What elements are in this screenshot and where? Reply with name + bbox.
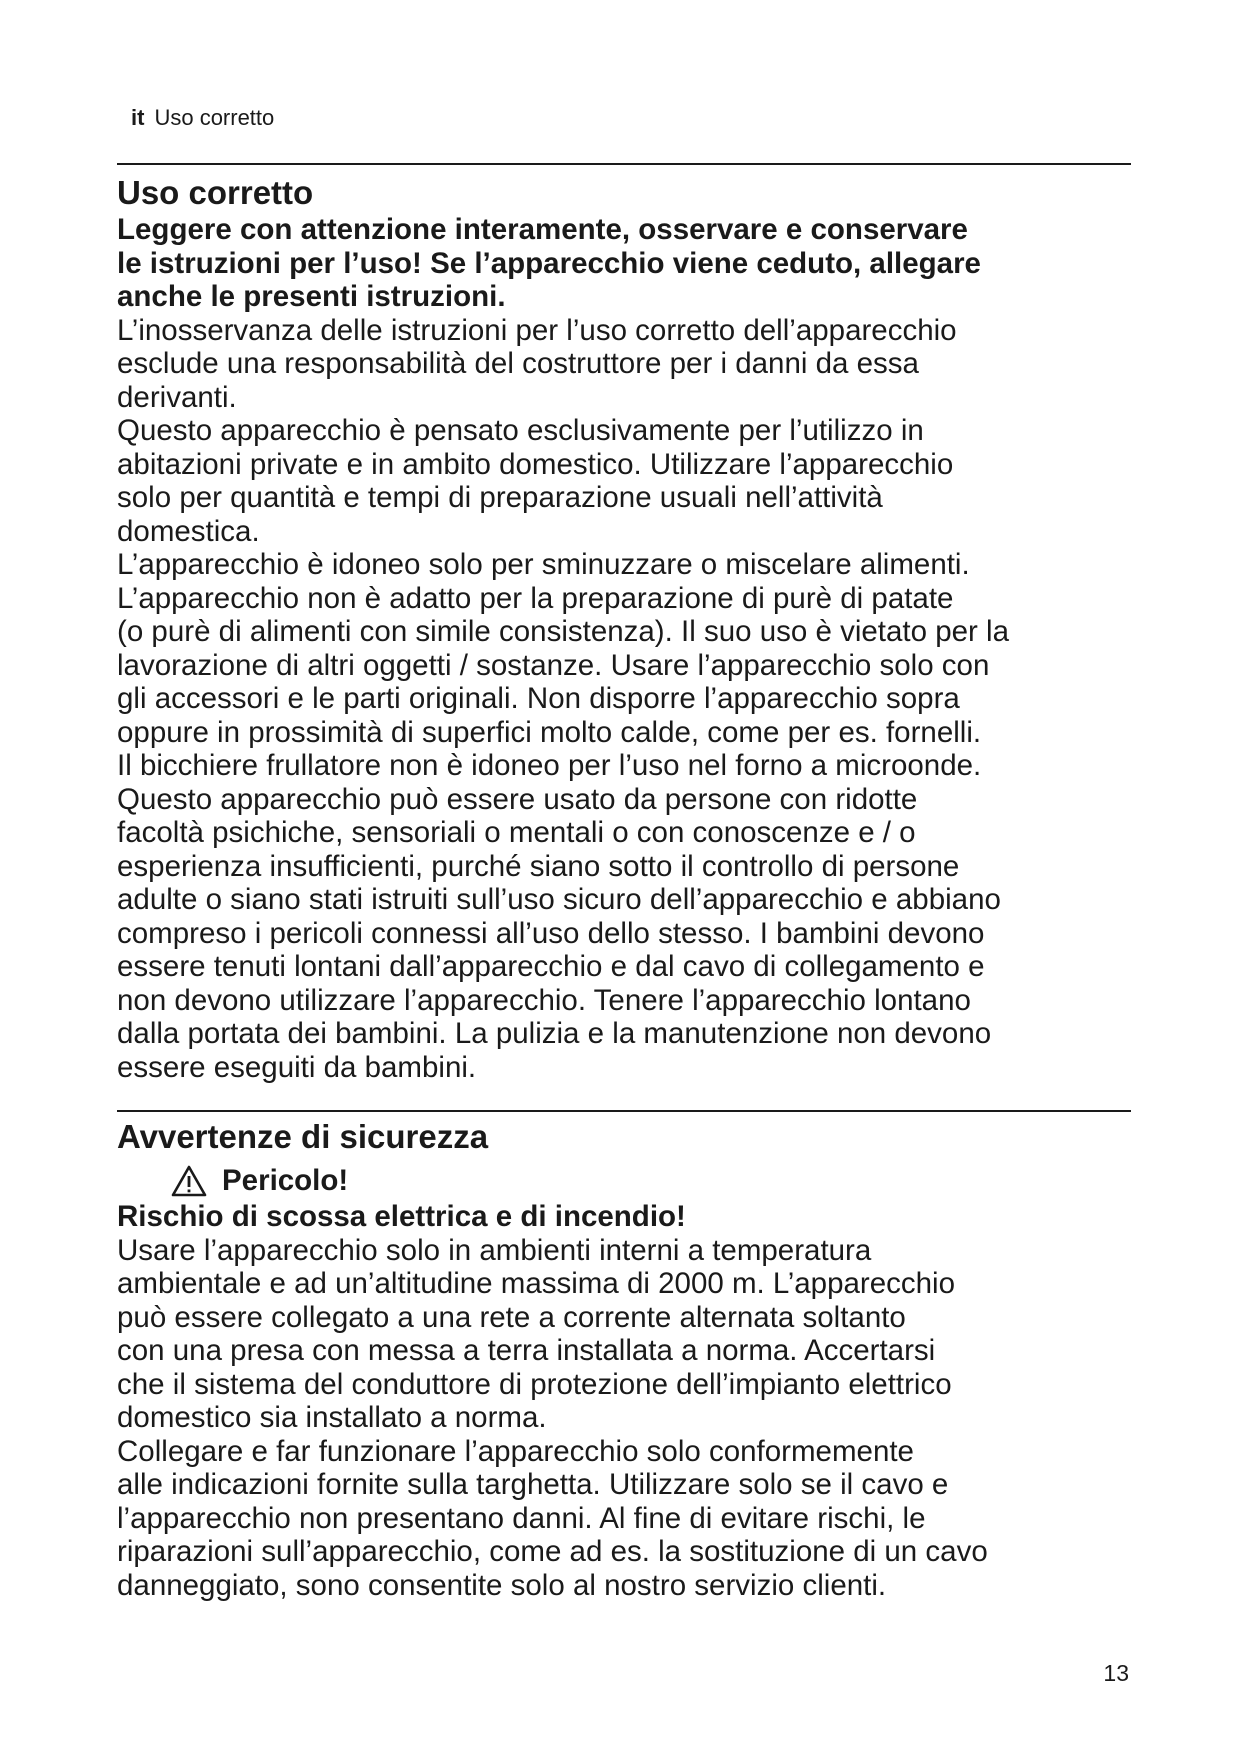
risk-title: Rischio di scossa elettrica e di incendio! [117, 1200, 686, 1233]
warning-triangle-icon [171, 1165, 207, 1197]
section-title: Uso corretto [117, 174, 314, 211]
danger-notice [171, 1162, 1147, 1200]
running-header [131, 104, 274, 132]
section-intended-use [117, 173, 1147, 1084]
header-section-title: Uso corretto [154, 105, 275, 130]
paragraph: L’inosservanza delle istruzioni per l’uso corretto dell’apparecchio esclude una responsabilità del costruttore per i danni da essa derivanti. [117, 313, 957, 414]
paragraph: Questo apparecchio può essere usato da persone con ridotte facoltà psichiche, sensoriali o mentali o con conoscenze e / o esperienza insufficienti, purché siano sotto il controllo di persone adulte o siano stati istruiti sull’uso sicuro dell’apparecchio e abbiano compreso i pericoli connessi all’uso dello stesso. I bambini devono essere tenuti lontani dall’apparecchio e dal cavo di collegamento e non devono utilizzare l’apparecchio. Tenere l’apparecchio lontano dalla portata dei bambini. La pulizia e la manutenzione non devono essere eseguiti da bambini. [117, 782, 1001, 1084]
danger-label: Pericolo! [222, 1164, 349, 1198]
section-divider-top [117, 163, 1131, 165]
section-divider-safety [117, 1110, 1131, 1112]
paragraph: L’apparecchio è idoneo solo per sminuzzare o miscelare alimenti. L’apparecchio non è adatto per la preparazione di purè di patate (o purè di alimenti con simile consistenza). Il suo uso è vietato per la lavorazione di altri oggetti / sostanze. Usare l’apparecchio solo con gli accessori e le parti originali. Non disporre l’apparecchio sopra oppure in prossimità di superfici molto calde, come per es. fornelli. Il bicchiere frullatore non è idoneo per l’uso nel forno a microonde. [117, 548, 1009, 782]
language-code: it [131, 105, 145, 130]
paragraph: Usare l’apparecchio solo in ambienti interni a temperatura ambientale e ad un’altitudine massima di 2000 m. L’apparecchio può essere collegato a una rete a corrente alternata soltanto con una presa con messa a terra installata a norma. Accertarsi che il sistema del conduttore di protezione dell’impianto elettrico domestico sia installato a norma. [117, 1233, 955, 1434]
paragraph: Questo apparecchio è pensato esclusivamente per l’utilizzo in abitazioni private e in ambito domestico. Utilizzare l’apparecchio solo per quantità e tempi di preparazione usuali nell’attività domestica. [117, 414, 954, 548]
page-number: 13 [1103, 1660, 1129, 1686]
paragraph: Collegare e far funzionare l’apparecchio solo conformemente alle indicazioni fornite sulla targhetta. Utilizzare solo se il cavo e l’apparecchio non presentano danni. Al fine di evitare rischi, le riparazioni sull’apparecchio, come ad es. la sostituzione di un cavo danneggiato, sono consentite solo al nostro servizio clienti. [117, 1434, 988, 1602]
section-title: Avvertenze di sicurezza [117, 1118, 489, 1155]
section-safety-warnings [117, 1117, 1147, 1602]
lead-paragraph: Leggere con attenzione interamente, osservare e conservare le istruzioni per l’uso! Se l’apparecchio viene ceduto, allegare anche le presenti istruzioni. [117, 213, 981, 313]
